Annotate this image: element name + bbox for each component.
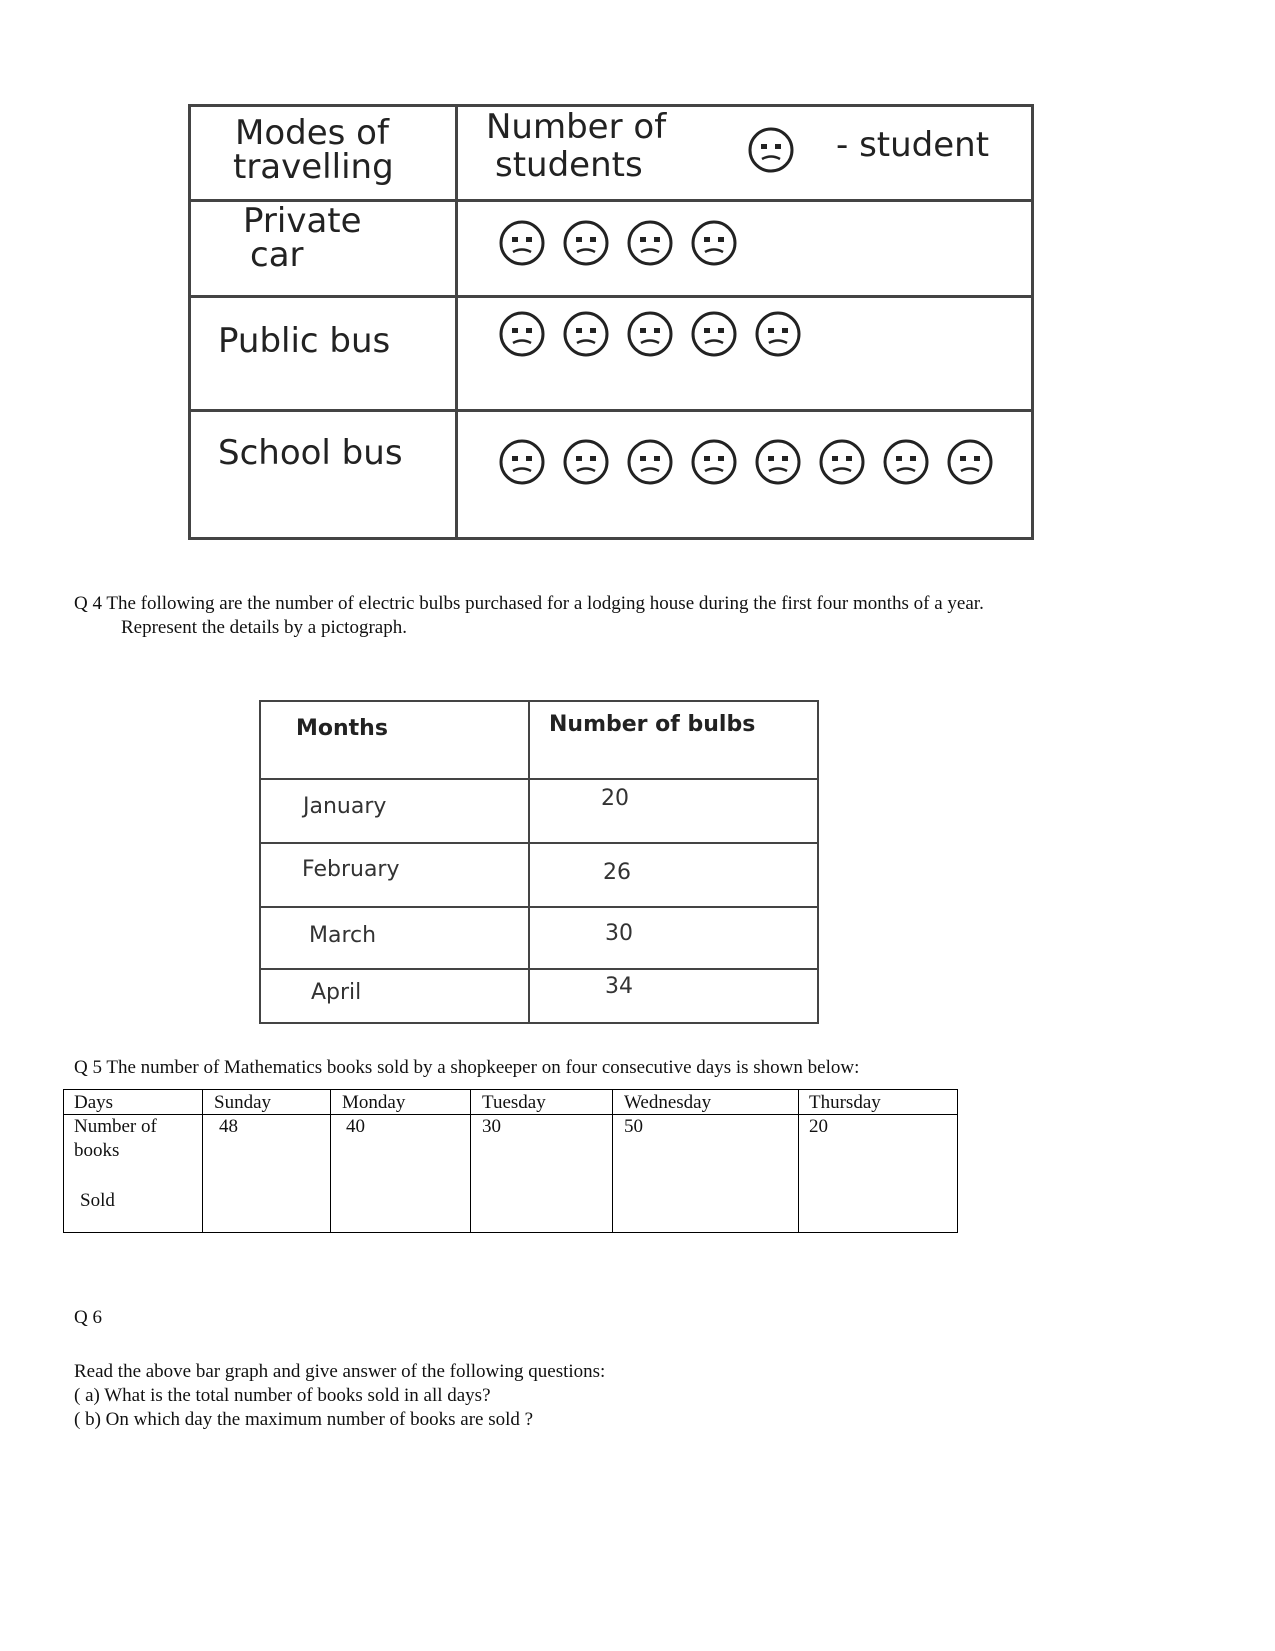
count-february: 26	[603, 860, 631, 885]
q4-line2: Represent the details by a pictograph.	[121, 617, 407, 638]
student-face-icon	[817, 437, 867, 487]
value-thursday: 20	[809, 1116, 828, 1137]
q4-line1: Q 4 The following are the number of electric bulbs purchased for a lodging house during the first four months of a year.	[74, 593, 984, 614]
student-face-icon	[625, 218, 675, 268]
row-divider	[261, 778, 817, 780]
count-march: 30	[605, 921, 633, 946]
row-divider	[191, 409, 1031, 412]
header-thursday: Thursday	[809, 1092, 881, 1113]
q6-question-a: ( a) What is the total number of books sold in all days?	[74, 1385, 491, 1406]
header-number-line1: Number of	[486, 107, 667, 147]
row-divider	[261, 968, 817, 970]
header-mode-line2: travelling	[233, 147, 394, 187]
header-days: Days	[74, 1092, 114, 1113]
student-key-face-icon	[746, 125, 796, 175]
header-tuesday: Tuesday	[482, 1092, 546, 1113]
row-label-line3: Sold	[80, 1190, 115, 1211]
row-mode-public-bus: Public bus	[218, 321, 391, 361]
student-face-icon	[497, 437, 547, 487]
column-divider	[330, 1090, 331, 1232]
student-face-icon	[945, 437, 995, 487]
student-face-icon	[497, 309, 547, 359]
column-divider	[798, 1090, 799, 1232]
row-divider	[191, 295, 1031, 298]
month-february: February	[302, 857, 400, 882]
count-april: 34	[605, 974, 633, 999]
bulbs-table	[259, 700, 819, 1024]
student-face-icon	[497, 218, 547, 268]
books-table	[63, 1089, 958, 1233]
header-sunday: Sunday	[214, 1092, 271, 1113]
pictograph-table	[188, 104, 1034, 540]
row-mode-private-car-line2: car	[250, 235, 304, 275]
student-face-icon	[689, 218, 739, 268]
row-mode-school-bus: School bus	[218, 433, 403, 473]
column-divider	[470, 1090, 471, 1232]
q6-title: Q 6	[74, 1307, 102, 1328]
header-number-line2: students	[495, 145, 643, 185]
student-face-icon	[689, 437, 739, 487]
column-divider	[528, 702, 530, 1022]
value-tuesday: 30	[482, 1116, 501, 1137]
row-divider	[261, 906, 817, 908]
value-sunday: 48	[219, 1116, 238, 1137]
row-mode-private-car-line1: Private	[243, 201, 362, 241]
month-january: January	[303, 794, 387, 819]
student-face-icon	[753, 309, 803, 359]
student-face-icon	[561, 218, 611, 268]
month-march: March	[309, 923, 377, 948]
value-wednesday: 50	[624, 1116, 643, 1137]
student-face-icon	[561, 309, 611, 359]
student-face-icon	[561, 437, 611, 487]
student-face-icon	[625, 309, 675, 359]
row-label-line2: books	[74, 1140, 120, 1161]
value-monday: 40	[346, 1116, 365, 1137]
student-face-icon	[881, 437, 931, 487]
header-mode-line1: Modes of	[235, 113, 389, 153]
column-divider	[202, 1090, 203, 1232]
header-number-of-bulbs: Number of bulbs	[549, 712, 756, 737]
count-january: 20	[601, 786, 629, 811]
q6-question-b: ( b) On which day the maximum number of books are sold ?	[74, 1409, 534, 1430]
q6-intro: Read the above bar graph and give answer of the following questions:	[74, 1361, 606, 1382]
header-monday: Monday	[342, 1092, 406, 1113]
student-face-icon	[689, 309, 739, 359]
q5-text: Q 5 The number of Mathematics books sold by a shopkeeper on four consecutive days is shown below:	[74, 1057, 860, 1078]
student-face-icon	[625, 437, 675, 487]
header-months: Months	[296, 716, 388, 741]
student-face-icon	[753, 437, 803, 487]
column-divider	[612, 1090, 613, 1232]
header-wednesday: Wednesday	[624, 1092, 712, 1113]
row-label-line1: Number of	[74, 1116, 157, 1137]
month-april: April	[311, 980, 362, 1005]
column-divider	[455, 107, 458, 537]
row-divider	[261, 842, 817, 844]
key-label: - student	[836, 125, 990, 165]
